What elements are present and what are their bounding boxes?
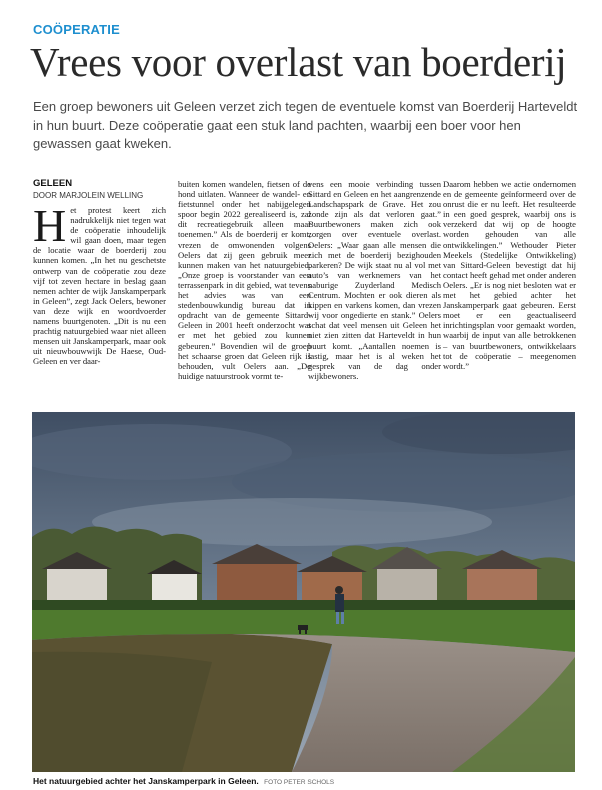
author: DOOR MARJOLEIN WELLING xyxy=(33,191,144,200)
column-3-text: vens een mooie verbinding tussen Sittard en Geleen en het aangrenzende Landschapspark de Grave. Het zou zonde zijn als dat verloren gaat.” Buurtbewoners maken zich ook zorgen over eventuele overlast. Oelers: „Waar gaan alle mensen die zich met de boerderij bezighouden parkeren? De wijk staat nu al vol met auto’s van werknemers van het naburige Zuyderland Medisch Centrum. Mochten er ook dieren als kippen en varkens komen, dan vrezen wij voor ongedierte en stank.” Oelers schat dat veel mensen uit Geleen het niet zien zitten dat Harteveldt in hun buurt komt. „Aantallen noemen is lastig, maar het is al weken het gesprek van de dag onder wijkbewoners. xyxy=(308,179,441,381)
column-2-text: buiten komen wandelen, fietsen of de hond uitlaten. Wanneer de wandel- en fietstunnel onder het nabijgelegen spoor begin 2022 gerealiseerd is, zal dit recreatiegebruik alleen maar toenemen.” Als de boerderij er komt, vrezen de omwonenden volgens Oelers dat zij geen gebruik meer kunnen maken van het natuurgebied. „Onze groep is voorstander van een terrassenpark in dit gebied, wat tevens het advies was van een stedenbouwkundig bureau dat in opdracht van de gemeente Sittard-Geleen in 2001 heeft onderzocht wat er met het gebied zou kunnen gebeuren.” Bovendien wil de groep het schaarse groen dat Geleen rijk is behouden, vult Oelers aan. „De huidige natuurstrook vormt te- xyxy=(178,179,311,381)
body-column-4 xyxy=(443,179,576,371)
drop-cap: H xyxy=(33,200,67,251)
dateline-place: GELEEN xyxy=(33,178,73,189)
column-4-text: Daarom hebben we actie ondernomen en de gemeente geïnformeerd over de onrust die er nu leeft. Het resulteerde in een goed gesprek, waarbij ons is verzekerd dat wij op de hoogte worden gehouden van alle ontwikkelingen.” Wethouder Pieter Meekels (Stedelijke Ontwikkeling) van Sittard-Geleen bevestigt dat hij contact heeft gehad met onder anderen Oelers. „Er is nog niet besloten wat er met het gebied achter het Janskamperpark gaat gebeuren. Eerst moet er een geactualiseerd inrichtingsplan voor gemaakt worden, waarbij de input van alle betrokkenen – van buurtbewoners, ontwikkelaars tot de coöperatie – meegenomen wordt.” xyxy=(443,179,576,371)
column-1-text: et protest keert zich nadrukkelijk niet tegen wat de coöperatie inhoudelijk wil gaan doen, maar tegen de locatie waar de boerderij zou kunnen komen. „In het nu geschetste ontwerp van de coöperatie zou deze vijf tot zeven hectare in beslag gaan nemen achter de wijk Janskamperpark in Geleen”, zegt Jack Oelers, bewoner van deze wijk en woordvoerder namens buurtgenoten. „Dit is nu een prachtig natuurgebied waar niet alleen mensen uit Janskamperpark, maar ook uit nieuwbouwwijk De Haese, Oud-Geleen en ver daar- xyxy=(33,205,166,367)
photo-credit: FOTO PETER SCHOLS xyxy=(264,779,335,786)
headline: Vrees voor overlast van boerderij xyxy=(30,39,567,85)
photo-caption xyxy=(33,776,334,786)
body-column-3 xyxy=(308,179,441,381)
landscape-photo-illustration xyxy=(32,412,575,772)
intro-paragraph: Een groep bewoners uit Geleen verzet zich tegen de eventuele komst van Boerderij Harteveldt in hun buurt. Deze coöperatie gaat een stuk land pachten, waarbij een boer voor hen gewassen gaat kweken. xyxy=(33,99,578,151)
body-column-1 xyxy=(33,200,166,367)
caption-text: Het natuurgebied achter het Janskamperpark in Geleen. xyxy=(33,776,259,786)
article-photo xyxy=(32,412,575,772)
body-column-2 xyxy=(178,179,311,381)
section-kicker: COÖPERATIE xyxy=(33,22,120,37)
byline xyxy=(33,178,168,201)
